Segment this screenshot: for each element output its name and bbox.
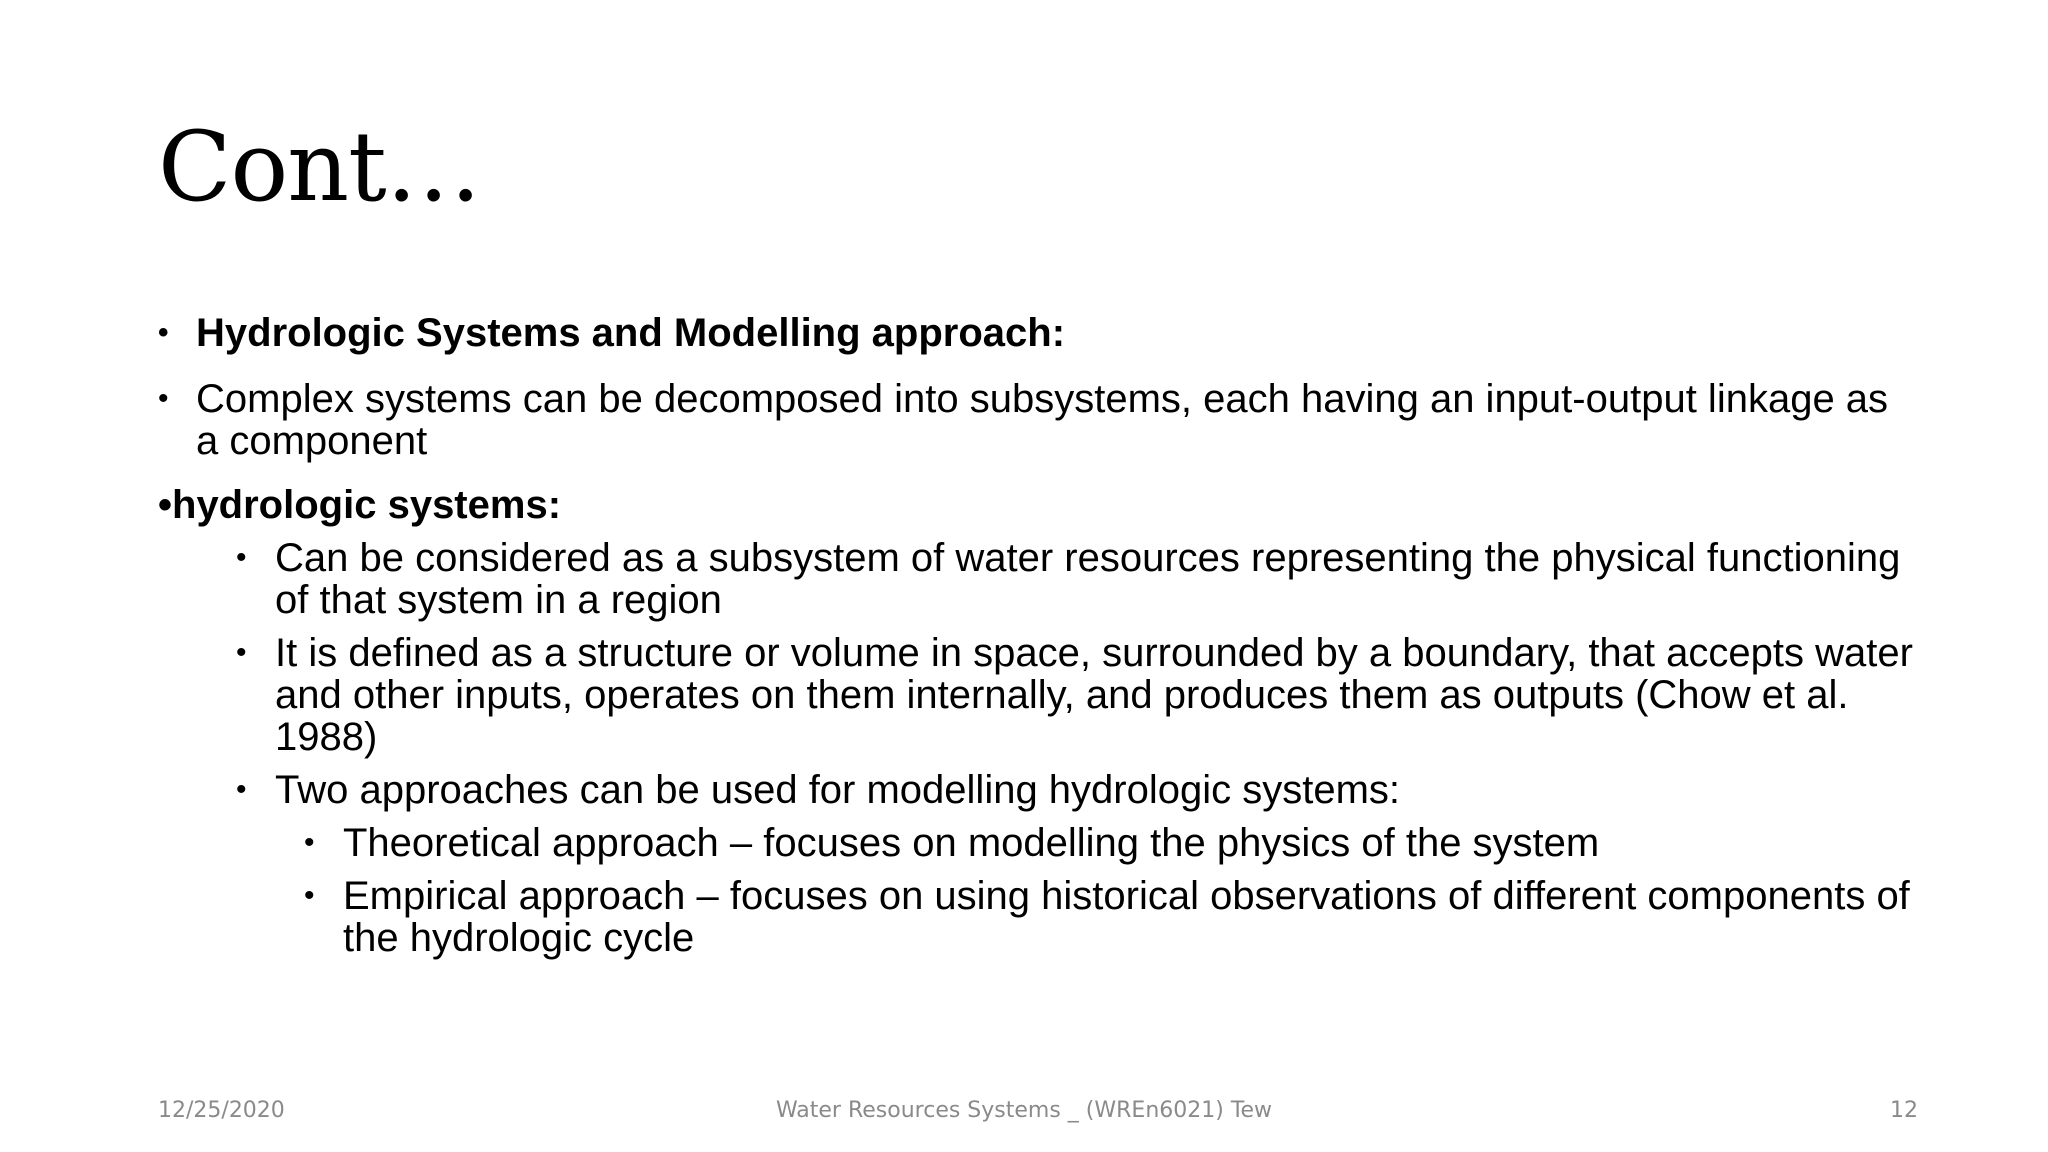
- page-number: 12: [1890, 1098, 1918, 1123]
- section-heading: •hydrologic systems:: [158, 483, 562, 527]
- bullet-glyph: •: [304, 826, 315, 859]
- sub-bullet-item: [158, 537, 1918, 621]
- bullet-glyph: •: [304, 879, 315, 912]
- bullet-item: [158, 378, 1918, 462]
- bullet-text: Hydrologic Systems and Modelling approach:: [196, 311, 1066, 355]
- bullet-glyph: •: [236, 541, 247, 574]
- sub-bullet-item: [158, 769, 1918, 811]
- bullet-text: It is defined as a structure or volume in space, surrounded by a boundary, that accepts water and other inputs, operates on them internally, and produces them as outputs (Chow et al. 1988): [275, 631, 1913, 759]
- slide-title: Cont…: [158, 111, 481, 223]
- footer-title: Water Resources Systems _ (WREn6021) Tew: [775, 1098, 1273, 1123]
- bullet-text: Two approaches can be used for modelling hydrologic systems:: [275, 768, 1401, 812]
- slide-body: [158, 312, 1918, 959]
- bullet-item-heading: [158, 312, 1918, 354]
- bullet-text: Can be considered as a subsystem of water resources representing the physical functioning of that system in a region: [275, 536, 1901, 622]
- bullet-text: Empirical approach – focuses on using historical observations of different components of the hydrologic cycle: [343, 874, 1910, 960]
- bullet-text: Theoretical approach – focuses on modelling the physics of the system: [343, 821, 1600, 865]
- bullet-glyph: •: [158, 316, 169, 349]
- sub-sub-bullet-item: [158, 875, 1918, 959]
- sub-sub-bullet-item: [158, 822, 1918, 864]
- bullet-glyph: •: [236, 636, 247, 669]
- footer-date: 12/25/2020: [158, 1098, 285, 1123]
- sub-bullet-item: [158, 632, 1918, 758]
- bullet-glyph: •: [236, 773, 247, 806]
- bullet-glyph: •: [158, 382, 169, 415]
- bullet-text: Complex systems can be decomposed into subsystems, each having an input-output linkage as a component: [196, 377, 1889, 463]
